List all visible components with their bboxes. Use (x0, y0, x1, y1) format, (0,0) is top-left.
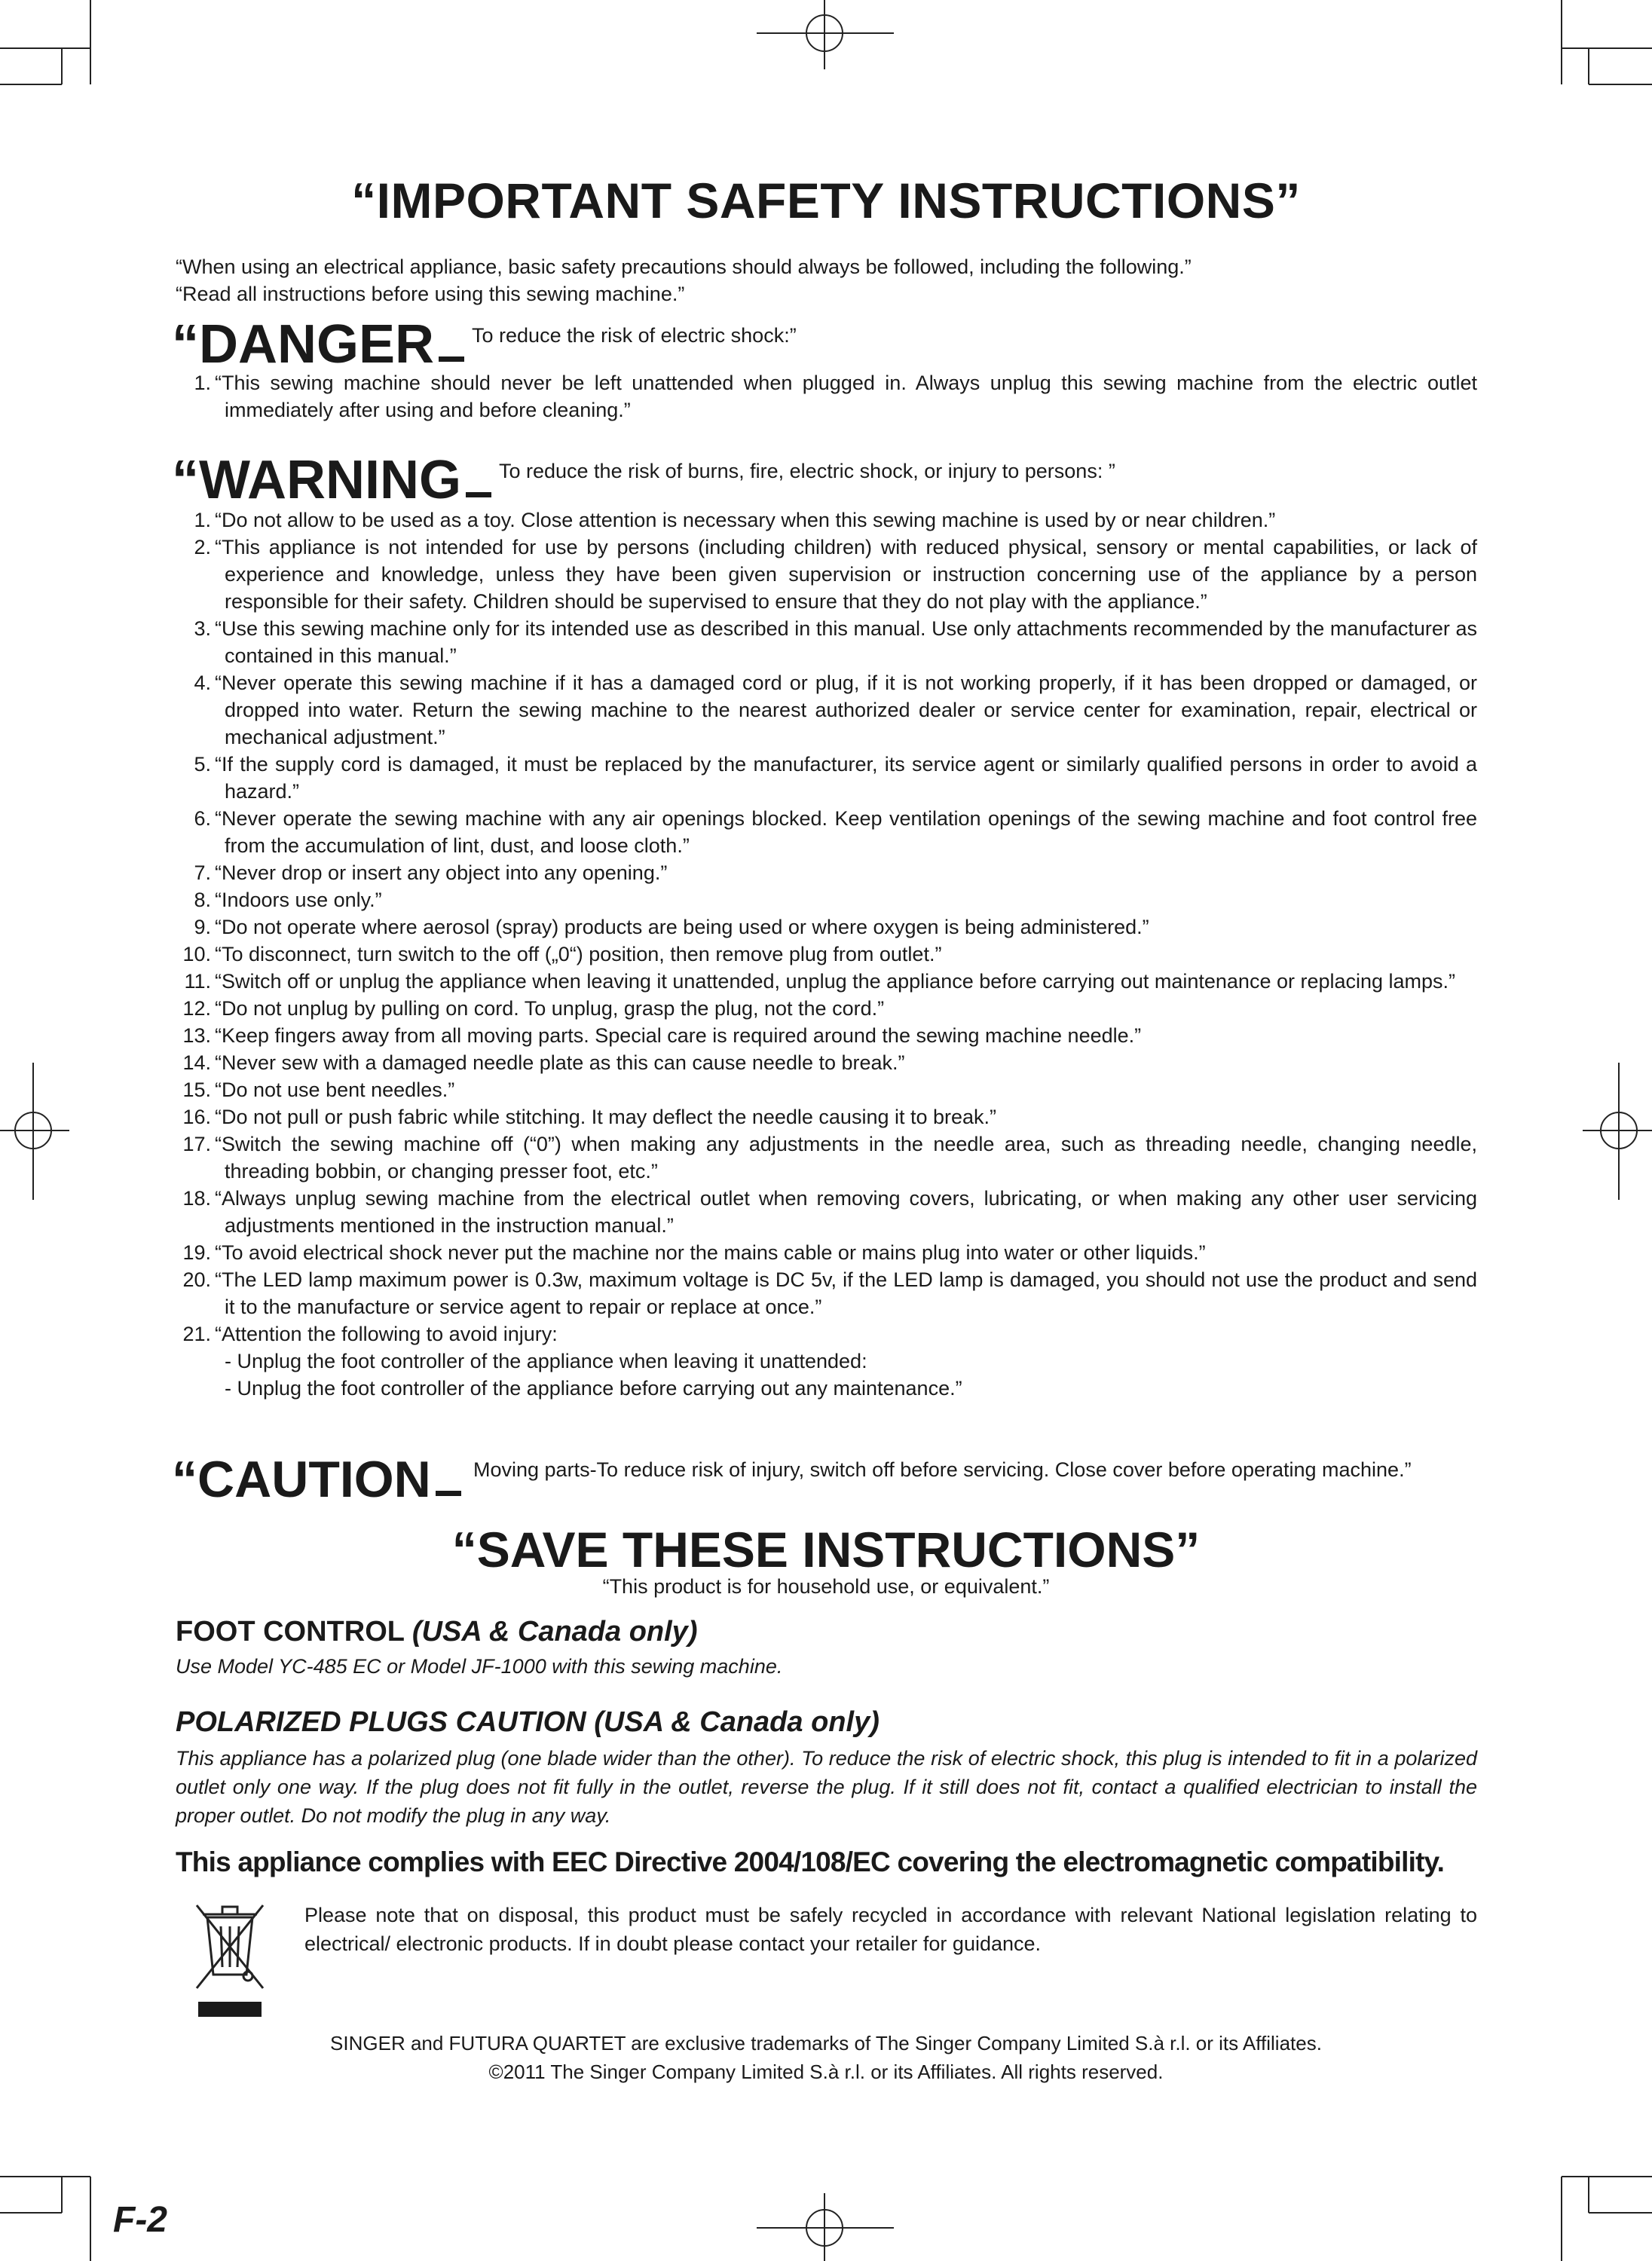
foot-control-body: Use Model YC-485 EC or Model JF-1000 with this sewing machine. (176, 1655, 783, 1678)
caution-word: “CAUTION (172, 1451, 431, 1508)
item-number: 1. (194, 509, 211, 531)
item-number: 12. (182, 997, 211, 1020)
item-text: “To disconnect, turn switch to the off („0“) position, then remove plug from outlet.” (215, 943, 942, 965)
item-number: 6. (194, 807, 211, 830)
item-number: 11. (184, 970, 211, 993)
save-subtitle: “This product is for household use, or equivalent.” (602, 1575, 1050, 1598)
item-number: 21. (182, 1323, 211, 1345)
danger-word: “DANGER (172, 314, 435, 375)
list-item (172, 886, 1477, 913)
page-number: F-2 (113, 2200, 167, 2240)
polarized-body: This appliance has a polarized plug (one blade wider than the other). To reduce the risk of electric shock, this plug is intended to fit in a polarized outlet only one way. If the plug does not fit fully in the outlet, reverse the plug. If it still does not fit, contact a qualified electrician to install the proper outlet. Do not modify the plug in any way. (176, 1747, 1477, 1827)
item-text: “Never drop or insert any object into any opening.” (215, 861, 668, 884)
list-item (172, 1076, 1477, 1103)
trademark-footer (0, 2029, 1652, 2086)
item-number: 15. (182, 1078, 211, 1101)
list-item (172, 534, 1477, 615)
item-text: “Always unplug sewing machine from the electrical outlet when removing covers, lubricating, or when making any other user servicing adjustments mentioned in the instruction manual.” (215, 1187, 1477, 1237)
item-text: “Indoors use only.” (215, 889, 382, 911)
list-item (172, 506, 1477, 534)
list-item (172, 1239, 1477, 1266)
intro-text (176, 253, 1517, 307)
item-text: “This sewing machine should never be left unattended when plugged in. Always unplug this sewing machine from the electric outlet immediately after using and before cleaning.” (215, 372, 1477, 421)
list-item (172, 1185, 1477, 1239)
heading-dash (436, 1491, 461, 1496)
item-number: 5. (194, 753, 211, 776)
warning-word: “WARNING (172, 450, 461, 510)
list-item (172, 369, 1477, 424)
item-number: 4. (194, 672, 211, 694)
item-number: 1. (194, 372, 211, 394)
item-text: “Never sew with a damaged needle plate as this can cause needle to break.” (215, 1051, 905, 1074)
item-text: “Do not use bent needles.” (215, 1078, 455, 1101)
item-number: 2. (194, 536, 211, 558)
list-item (172, 968, 1477, 995)
item-number: 9. (194, 916, 211, 938)
heading-dash (439, 356, 464, 362)
danger-list (172, 369, 1477, 424)
list-item (172, 1103, 1477, 1130)
heading-dash (466, 492, 491, 497)
list-item (172, 1320, 1477, 1402)
item-number: 18. (182, 1187, 211, 1210)
caution-text: Moving parts-To reduce risk of injury, switch off before servicing. Close cover before operating machine.” (473, 1458, 1412, 1481)
item-text: “To avoid electrical shock never put the machine nor the mains cable or mains plug into water or other liquids.” (215, 1241, 1206, 1264)
list-item (172, 669, 1477, 751)
item-text: “This appliance is not intended for use by persons (including children) with reduced physical, sensory or mental capabilities, or lack of experience and knowledge, unless they have been given supervision or instruction concerning use of the appliance by a person responsible for their safety. Children should be supervised to ensure that they do not play with the appliance.” (215, 536, 1477, 613)
list-item (172, 805, 1477, 859)
item-text: “Never operate this sewing machine if it has a damaged cord or plug, if it is not working properly, if it has been dropped or damaged, or dropped into water. Return the sewing machine to the nearest authorized dealer or service center for examination, repair, electrical or mechanical adjustment.” (215, 672, 1477, 748)
list-item (172, 1049, 1477, 1076)
eec-compliance: This appliance complies with EEC Directive 2004/108/EC covering the electromagnetic compatibility. (176, 1846, 1445, 1877)
item-text: “If the supply cord is damaged, it must be replaced by the manufacturer, its service agent or similarly qualified persons in order to avoid a hazard.” (215, 753, 1477, 803)
polarized-heading (176, 1706, 880, 1739)
item-text: “Do not operate where aerosol (spray) products are being used or where oxygen is being administered.” (215, 916, 1149, 938)
item-number: 20. (182, 1268, 211, 1291)
item-text: “Do not unplug by pulling on cord. To unplug, grasp the plug, not the cord.” (215, 997, 885, 1020)
list-item (172, 941, 1477, 968)
list-item (172, 913, 1477, 941)
item-text: “Switch the sewing machine off (“0”) when making any adjustments in the needle area, such as threading needle, changing needle, threading bobbin, or changing presser foot, etc.” (215, 1133, 1477, 1183)
item-text: “Do not pull or push fabric while stitching. It may deflect the needle causing it to break.” (215, 1106, 997, 1128)
item-number: 3. (194, 617, 211, 640)
list-item (172, 1022, 1477, 1049)
intro-line: “When using an electrical appliance, basic safety precautions should always be followed, including the following.” (176, 255, 1192, 278)
item-number: 17. (182, 1133, 211, 1155)
item-text: “Attention the following to avoid injury: (215, 1323, 558, 1345)
intro-line: “Read all instructions before using this sewing machine.” (176, 283, 685, 305)
item-text: “Keep fingers away from all moving parts. Special care is required around the sewing machine needle.” (215, 1024, 1142, 1047)
item-number: 19. (182, 1241, 211, 1264)
warning-note: To reduce the risk of burns, fire, electric shock, or injury to persons: ” (498, 460, 1115, 482)
item-text: “Switch off or unplug the appliance when leaving it unattended, unplug the appliance before carrying out maintenance or replacing lamps.” (215, 970, 1456, 993)
danger-note: To reduce the risk of electric shock:” (472, 324, 797, 347)
item-text: “Never operate the sewing machine with any air openings blocked. Keep ventilation openings of the sewing machine and foot control free from the accumulation of lint, dust, and loose cloth.” (215, 807, 1477, 857)
foot-control-heading (176, 1616, 697, 1648)
list-item (172, 995, 1477, 1022)
list-item (172, 859, 1477, 886)
list-item (172, 751, 1477, 805)
item-text: “The LED lamp maximum power is 0.3w, maximum voltage is DC 5v, if the LED lamp is damaged, you should not use the product and send it to the manufacture or service agent to repair or replace at once.” (215, 1268, 1477, 1318)
caution-block (172, 1450, 1477, 1509)
footer-line: ©2011 The Singer Company Limited S.à r.l. or its Affiliates. All rights reserved. (488, 2061, 1164, 2083)
item-number: 13. (182, 1024, 211, 1047)
heading-text: POLARIZED PLUGS CAUTION (USA & Canada only) (176, 1706, 880, 1738)
list-item (172, 1130, 1477, 1185)
sub-item: - Unplug the foot controller of the appliance before carrying out any maintenance.” (225, 1377, 962, 1400)
item-number: 7. (194, 861, 211, 884)
page-title: “IMPORTANT SAFETY INSTRUCTIONS” (351, 173, 1301, 228)
item-number: 14. (182, 1051, 211, 1074)
item-number: 16. (182, 1106, 211, 1128)
footer-line: SINGER and FUTURA QUARTET are exclusive trademarks of The Singer Company Limited S.à r.l. or its Affiliates. (330, 2032, 1322, 2054)
heading-text: FOOT CONTROL (176, 1616, 405, 1648)
item-text: “Do not allow to be used as a toy. Close attention is necessary when this sewing machine is used by or near children.” (215, 509, 1276, 531)
list-item (172, 1266, 1477, 1320)
list-item (172, 615, 1477, 669)
danger-heading (172, 314, 1513, 375)
item-text: “Use this sewing machine only for its intended use as described in this manual. Use only attachments recommended by the manufacturer as contained in this manual.” (215, 617, 1477, 667)
item-number: 10. (182, 943, 211, 965)
warning-heading (172, 449, 1513, 511)
crossed-out-wheelie-bin-icon (192, 1901, 268, 2021)
save-title: “SAVE THESE INSTRUCTIONS” (451, 1522, 1201, 1577)
heading-emphasis: (USA & Canada only) (411, 1616, 698, 1648)
warning-list (172, 506, 1477, 1402)
disposal-notice: Please note that on disposal, this product must be safely recycled in accordance with relevant National legislation relating to electrical/ electronic products. If in doubt please contact your retailer for guidance. (304, 1904, 1477, 1955)
item-number: 8. (194, 889, 211, 911)
sub-item: - Unplug the foot controller of the appliance when leaving it unattended: (225, 1350, 867, 1372)
